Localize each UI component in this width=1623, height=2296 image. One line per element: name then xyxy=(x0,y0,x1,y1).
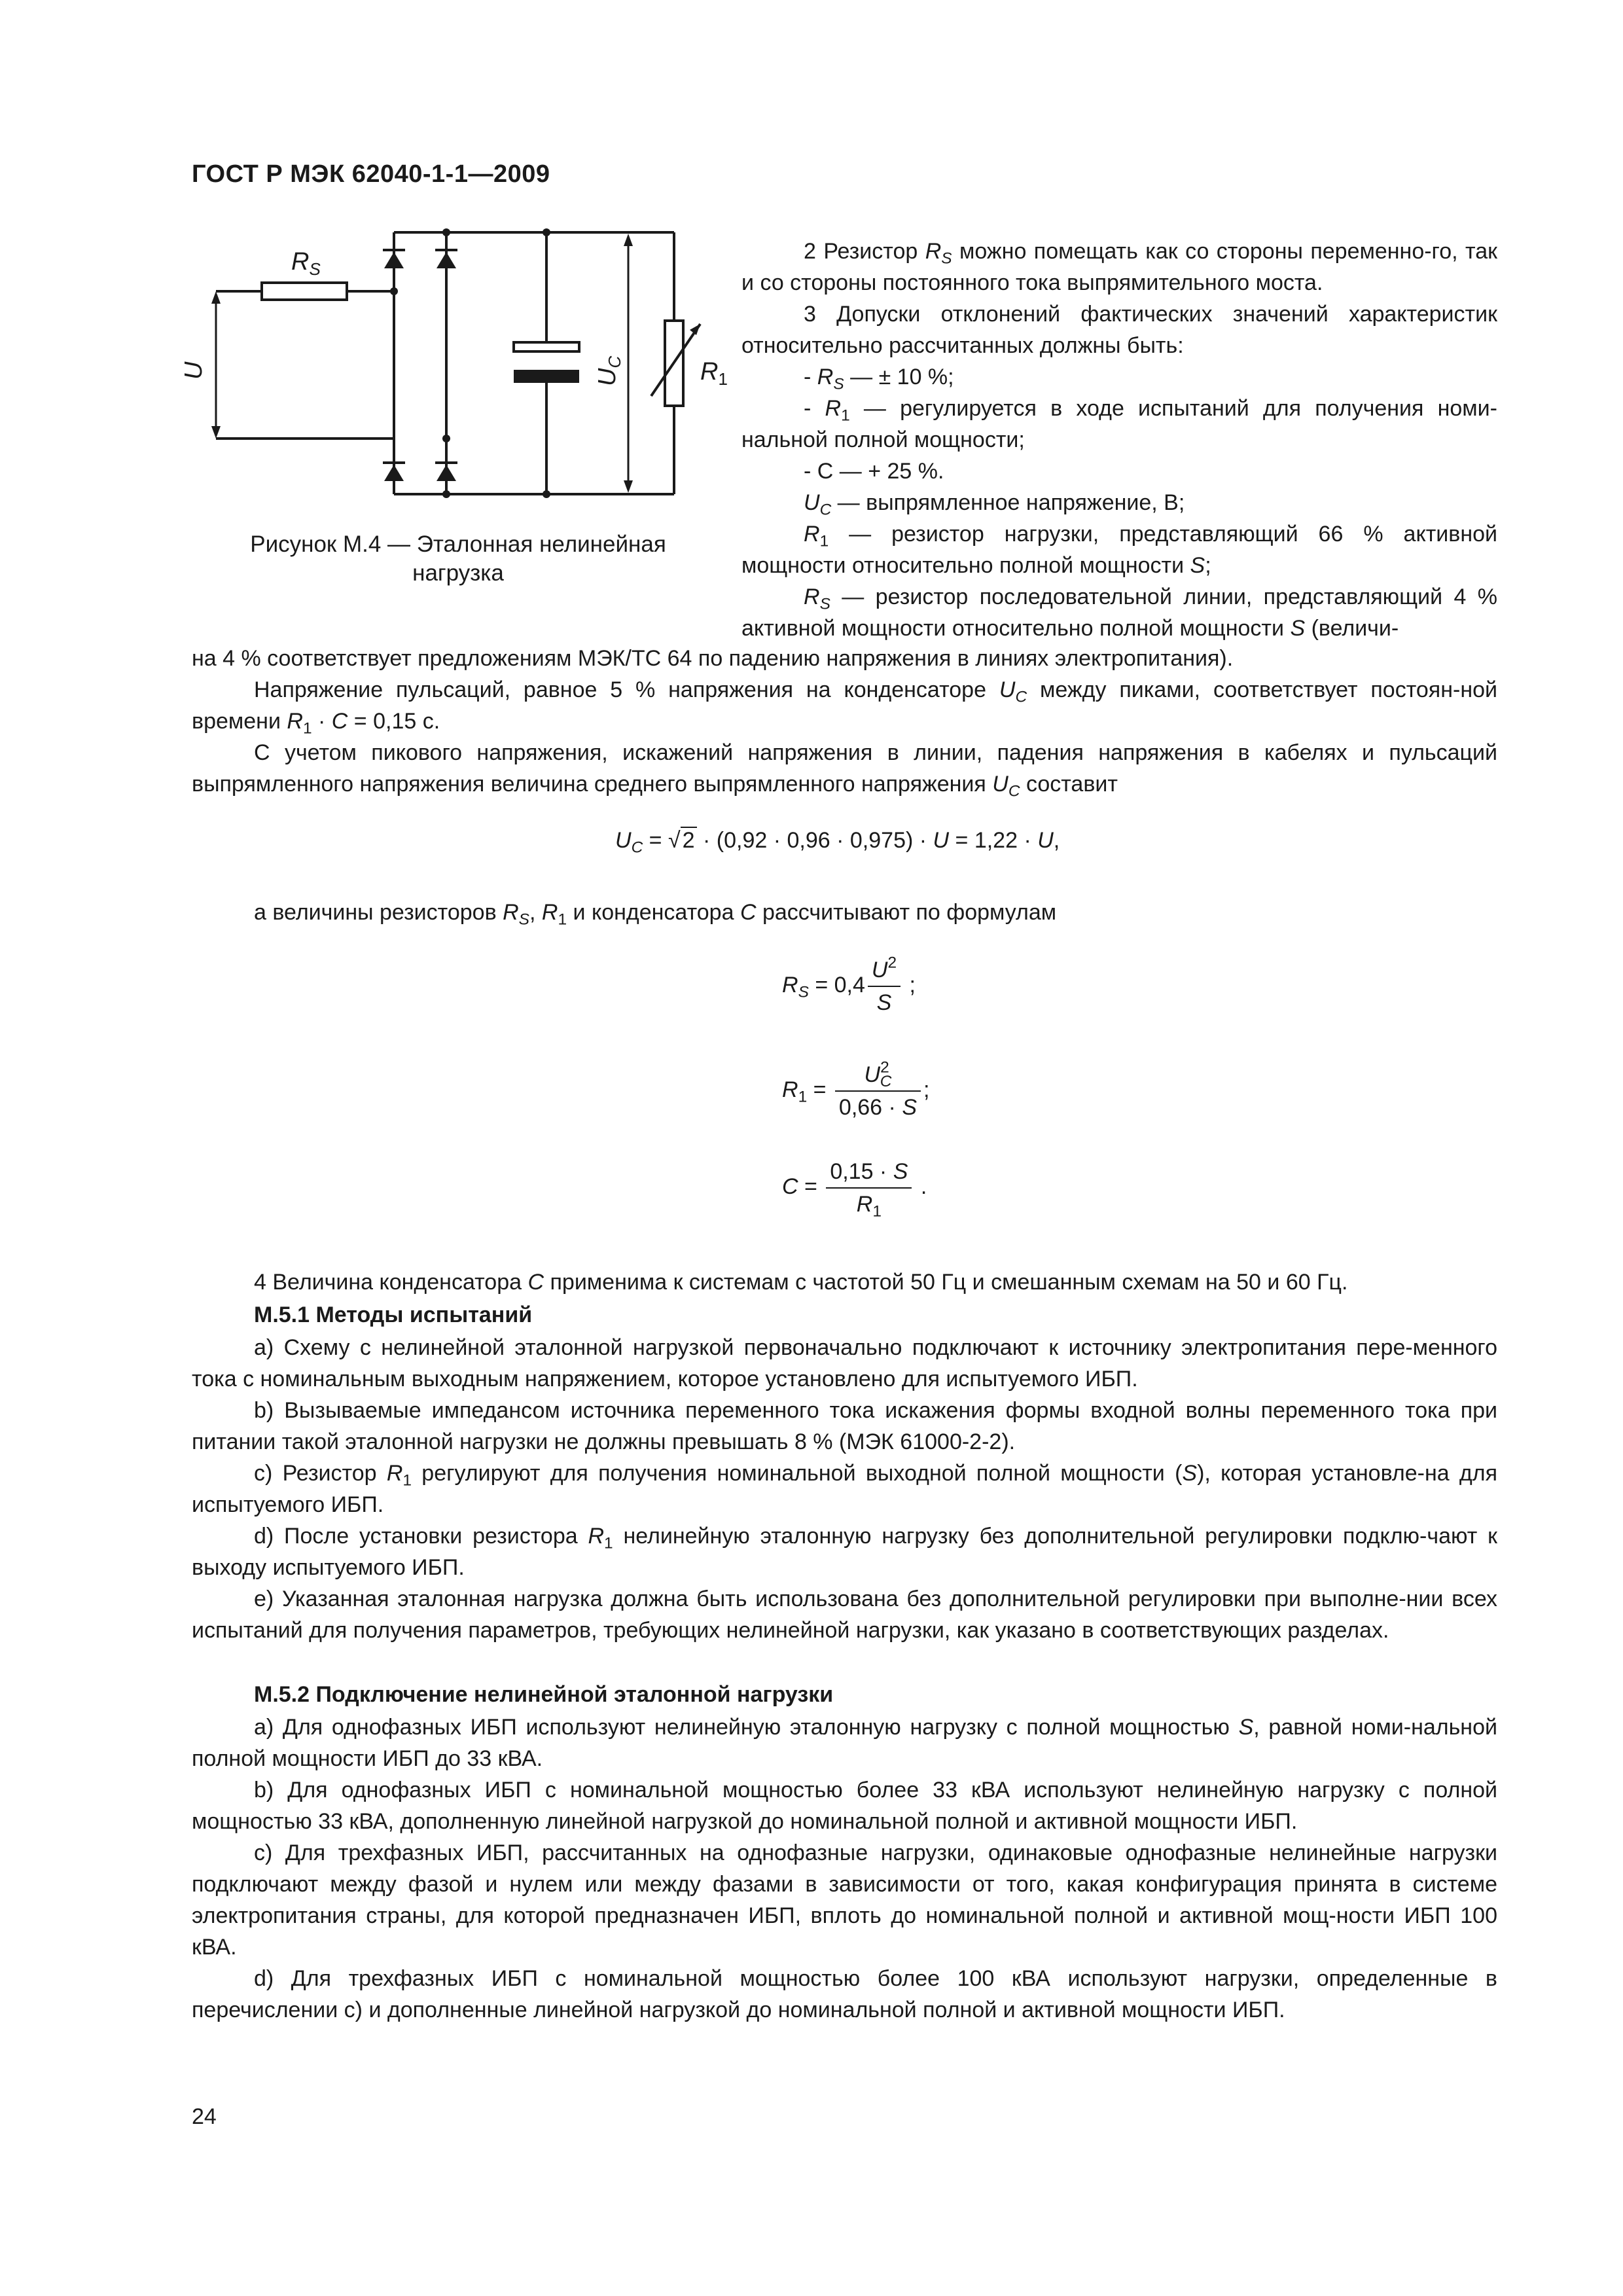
item-m52-c: c) Для трехфазных ИБП, рассчитанных на однофазные нагрузки, одинаковые однофазные нелинейные нагрузки подключают между фазой и нулем или между фазами в зависимости от того, какая конфигурация принята в системе электропитания страны, для которой предназначен ИБП, вплоть до номинальной полной и активной мощ-ности ИБП 100 кВА. xyxy=(192,1840,1497,1960)
item-m51-e: e) Указанная эталонная нагрузка должна быть использована без дополнительной регулировки при выполне-нии всех испытаний для получения параметров, требующих нелинейной нагрузки, как указано в соответствующих разделах. xyxy=(192,1587,1497,1643)
formula-r1: $R_1$ = $\frac{U^2_C}{0,66 \cdot S}$ ; xyxy=(782,1058,930,1120)
tolerance-r1: - $R_1$ — регулируется в ходе испытаний для получения номи-нальной полной мощности; xyxy=(741,396,1497,452)
page-number: 24 xyxy=(192,2104,217,2129)
item-m51-d: d) После установки резистора $R_1$ нелинейную эталонную нагрузку без дополнительной регулировки подклю-чают к выходу испытуемого ИБП. xyxy=(192,1524,1498,1580)
formula-rs: $R_S = 0,4$ $\frac{U^2}{S}$ ; xyxy=(782,954,916,1015)
caption-line-1: Рисунок М.4 — Эталонная нелинейная xyxy=(250,531,666,557)
capacitor-c xyxy=(514,342,579,383)
circuit-diagram xyxy=(180,223,728,511)
item-m51-b: b) Вызываемые импедансом источника переменного тока искажения формы входной волны переменного тока при питании такой эталонной нагрузки не должны превышать 8 % (МЭК 61000-2-2). xyxy=(192,1398,1497,1454)
item-m52-a: a) Для однофазных ИБП используют нелинейную эталонную нагрузку с полной мощностью S, равной номи-нальной полной мощности ИБП до 33 кВА. xyxy=(192,1715,1497,1771)
tolerance-rs: - $R_S$ — ± 10 %; xyxy=(804,365,954,393)
figure-caption xyxy=(196,530,720,588)
paragraph-continuation: на 4 % соответствует предложениям МЭК/ТС 64 по падению напряжения в линиях электропитания). xyxy=(192,646,1234,671)
variable-arrow xyxy=(651,324,700,396)
label-rs: $R_S$ xyxy=(291,248,321,279)
definition-uc: $U_C$ — выпрямленное напряжение, В; xyxy=(804,490,1185,519)
section-heading-m51: М.5.1 Методы испытаний xyxy=(254,1302,533,1327)
note-4: 4 Величина конденсатора C применима к системам с частотой 50 Гц и смешанным схемам на 50 и 60 Гц. xyxy=(254,1270,1348,1295)
definition-r1: $R_1$ — резистор нагрузки, представляющий 66 % активной мощности относительно полной мощности S; xyxy=(741,522,1497,578)
paragraph-average-voltage: С учетом пикового напряжения, искажений напряжения в линии, падения напряжения в кабелях и пульсаций выпрямленного напряжения величина среднего выпрямленного напряжения $U_C$ составит xyxy=(192,740,1497,800)
resistor-rs xyxy=(262,283,347,300)
formula-uc: $U_C = √2 \cdot (0,92 \cdot 0,96 \cdot 0,975) \cdot U = 1,22 \cdot U$, xyxy=(615,828,1060,857)
item-m51-a: a) Схему с нелинейной эталонной нагрузкой первоначально подключают к источнику электропитания пере-менного тока с номинальным выходным напряжением, которое установлено для испытуемого ИБП. xyxy=(192,1335,1497,1391)
caption-line-2: нагрузка xyxy=(412,560,504,586)
item-m52-d: d) Для трехфазных ИБП с номинальной мощностью более 100 кВА используют нагрузки, определенные в перечислении c) и дополненные линейной нагрузкой до номинальной полной и активной мощности ИБП. xyxy=(192,1966,1497,2022)
note-2: 2 Резистор $R_S$ можно помещать как со стороны переменно-го, так и со стороны постоянного тока выпрямительного моста. xyxy=(741,239,1497,295)
label-uc: $U_C$ xyxy=(594,355,624,386)
label-r1: $R_1$ xyxy=(700,358,728,389)
item-m51-c: c) Резистор $R_1$ регулируют для получения номинальной выходной полной мощности (S), которая установле-на для испытуемого ИБП. xyxy=(192,1461,1498,1517)
tolerance-c: - С — + 25 %. xyxy=(804,459,944,484)
document-header: ГОСТ Р МЭК 62040-1-1—2009 xyxy=(192,160,550,188)
section-heading-m52: М.5.2 Подключение нелинейной эталонной нагрузки xyxy=(254,1682,834,1707)
item-m52-b: b) Для однофазных ИБП с номинальной мощностью более 33 кВА используют нелинейную нагрузку с полной мощностью 33 кВА, дополненную линейной нагрузкой до номинальной полной и активной мощности ИБП. xyxy=(192,1778,1497,1834)
formula-c: C = $\frac{0,15 \cdot S}{R_1}$ . xyxy=(782,1157,927,1219)
label-u: U xyxy=(180,361,207,380)
paragraph-ripple: Напряжение пульсаций, равное 5 % напряжения на конденсаторе $U_C$ между пиками, соответствует постоян-ной времени $R_1 \cdot C = 0,15$ с. xyxy=(192,677,1497,738)
note-3: 3 Допуски отклонений фактических значений характеристик относительно рассчитанных должны быть: xyxy=(741,302,1497,358)
paragraph-formulas-intro: а величины резисторов $R_S$, $R_1$ и конденсатора C рассчитывают по формулам xyxy=(254,900,1057,929)
definition-rs: $R_S$ — резистор последовательной линии, представляющий 4 % активной мощности относительно полной мощности S (величи- xyxy=(741,584,1497,641)
